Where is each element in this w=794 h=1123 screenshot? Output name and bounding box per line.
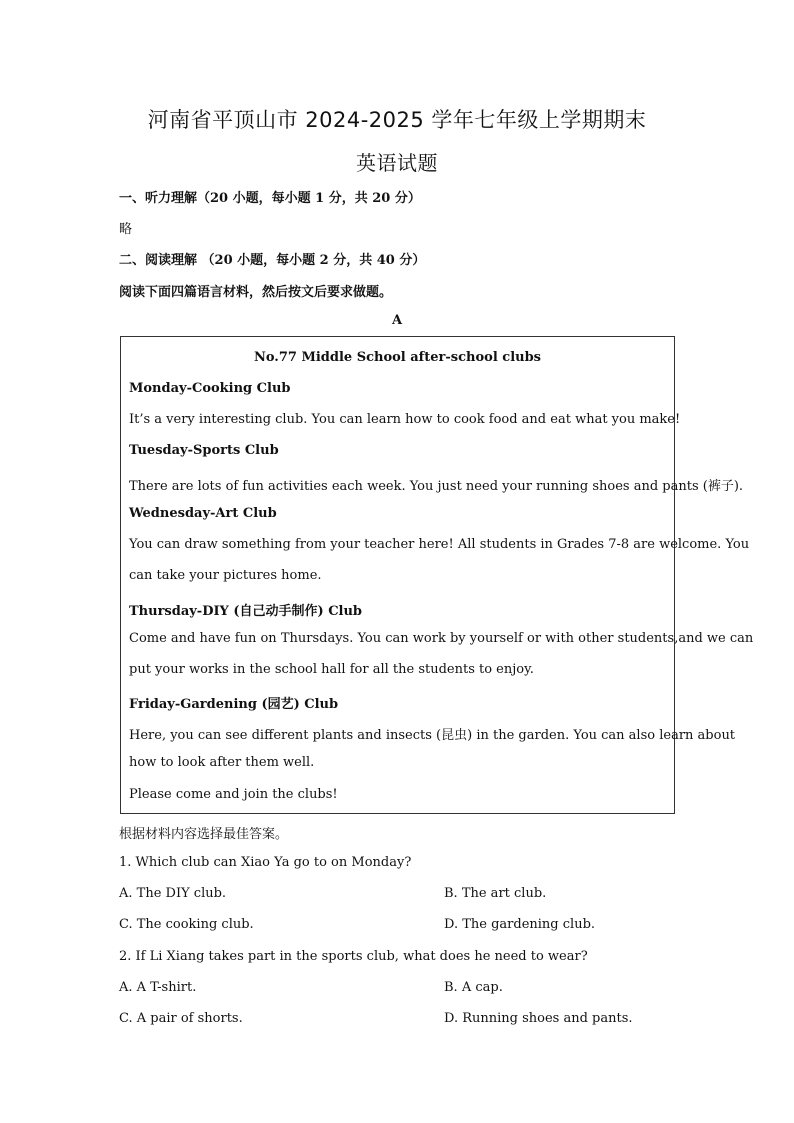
- section1-heading: 一、听力理解（20 小题，每小题 1 分，共 20 分）: [119, 191, 421, 206]
- club-name-tuesday: Tuesday-Sports Club: [129, 443, 279, 458]
- question-1-option-c: C. The cooking club.: [119, 917, 254, 932]
- club-name-wednesday: Wednesday-Art Club: [129, 506, 277, 521]
- question-1-stem: 1. Which club can Xiao Ya go to on Monday?: [119, 855, 412, 870]
- passage-closing: Please come and join the clubs!: [129, 787, 338, 802]
- club-name-friday: Friday-Gardening (园艺) Club: [129, 697, 339, 712]
- section2-instruction: 阅读下面四篇语言材料，然后按文后要求做题。: [119, 285, 393, 300]
- club-text-monday: It’s a very interesting club. You can learn how to cook food and eat what you make!: [129, 412, 681, 427]
- club-text-tuesday: There are lots of fun activities each week. You just need your running shoes and pants (裤子).: [129, 479, 744, 494]
- passage-label: A: [391, 313, 403, 328]
- question-2-option-b: B. A cap.: [444, 980, 503, 995]
- section1-content: 略: [119, 222, 133, 237]
- passage-title: No.77 Middle School after-school clubs: [253, 350, 541, 365]
- club-text-friday-1: Here, you can see different plants and insects (昆虫) in the garden. You can also learn about: [129, 728, 736, 743]
- club-name-monday: Monday-Cooking Club: [129, 381, 291, 396]
- questions-instruction: 根据材料内容选择最佳答案。: [119, 827, 289, 842]
- club-text-thursday-1: Come and have fun on Thursdays. You can work by yourself or with other students,and we can: [129, 631, 754, 646]
- club-text-thursday-2: put your works in the school hall for all the students to enjoy.: [129, 662, 534, 677]
- club-name-thursday: Thursday-DIY (自己动手制作) Club: [129, 604, 363, 619]
- section2-heading: 二、阅读理解 （20 小题，每小题 2 分，共 40 分）: [119, 253, 426, 268]
- exam-subtitle: 英语试题: [356, 151, 438, 175]
- question-2-option-c: C. A pair of shorts.: [119, 1011, 243, 1026]
- passage-box: [120, 336, 754, 814]
- club-text-friday-2: how to look after them well.: [129, 755, 315, 770]
- exam-title: 河南省平顶山市 2024-2025 学年七年级上学期期末: [147, 108, 647, 132]
- club-text-wednesday-1: You can draw something from your teacher here! All students in Grades 7-8 are welcome. You: [129, 537, 750, 552]
- question-1-option-d: D. The gardening club.: [444, 917, 596, 932]
- question-2-option-a: A. A T-shirt.: [119, 980, 197, 995]
- question-1-option-a: A. The DIY club.: [119, 886, 227, 901]
- question-1-option-b: B. The art club.: [444, 886, 547, 901]
- club-text-wednesday-2: can take your pictures home.: [129, 568, 322, 583]
- question-2-stem: 2. If Li Xiang takes part in the sports club, what does he need to wear?: [119, 949, 588, 964]
- question-2-option-d: D. Running shoes and pants.: [444, 1011, 633, 1026]
